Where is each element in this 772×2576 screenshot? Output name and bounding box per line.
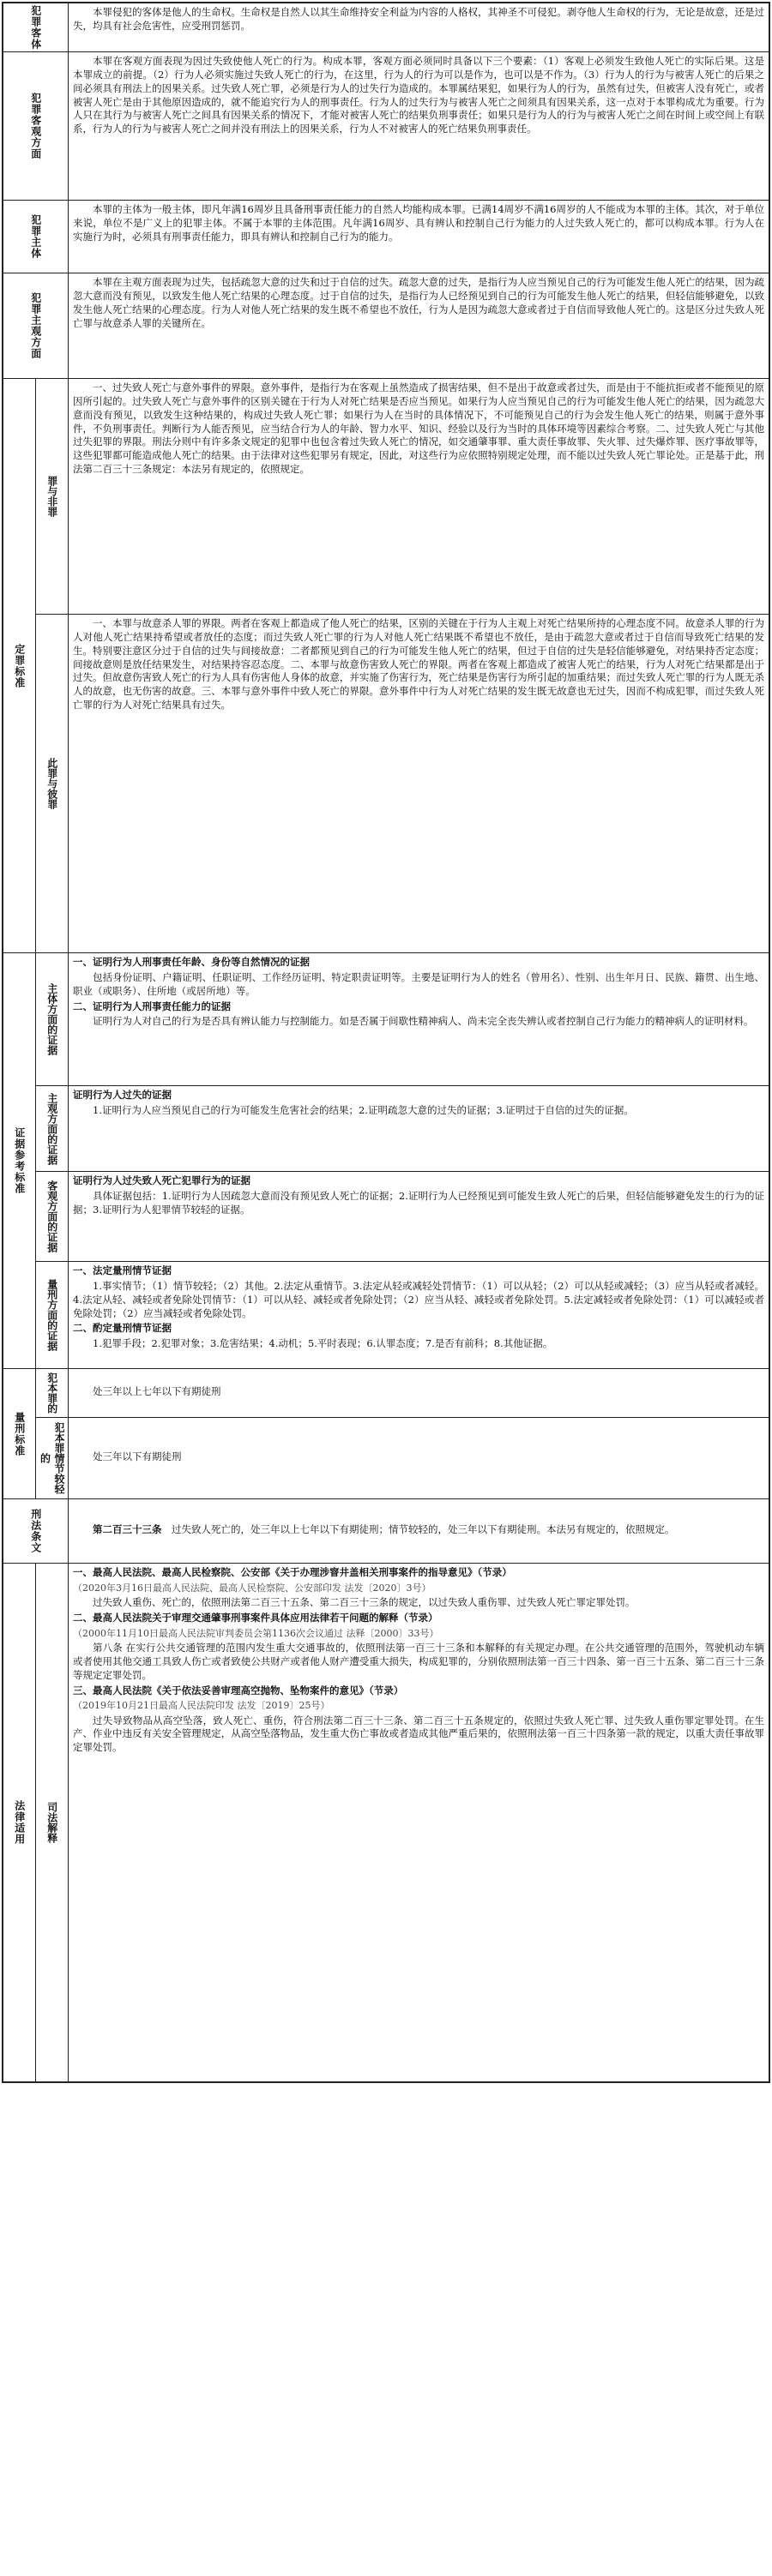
row-evidence-subject — [3, 953, 769, 1086]
row-subject — [3, 201, 769, 273]
sub-text: 一、过失致人死亡与意外事件的界限。意外事件，是指行为在客观上虽然造成了损害结果，但不是出于故意或者过失，而是由于不能抗拒或者不能预见的原因所引起的。过失致人死亡与意外事件的区别关键在于行为人对死亡结果是否应当预见。如果行为人应当预见自己的行为可能发生他人死亡的结果，因为疏忽大意而没有预见，以致发生这种结果的，构成过失致人死亡罪；如果行为人在当时的具体情况下，不可能预见自己的行为会发生他人死亡的结果，则属于意外事件，不负刑事责任。判断行为人能否预见，应当结合行为人的年龄、智力水平、知识、经验以及行为当时的具体环境等因素综合考察。二、过失致人死亡与其他过失犯罪的界限。刑法分则中有许多条文规定的犯罪中也包含着过失致人死亡的情况，如交通肇事罪、重大责任事故罪、失火罪、过失爆炸罪、医疗事故罪等，这些犯罪都可能造成他人死亡的结果。由于法律对这些犯罪另有规定，因此，对这些行为应依照特别规定处理，而不能以过失致人死亡罪论处。正是基于此，刑法第二百三十三条规定：本法另有规定的，依照规定。 — [69, 379, 769, 615]
interpretation-item: 二、最高人民法院关于审理交通肇事刑事案件具体应用法律若干问题的解释（节录） （2000年11月10日最高人民法院审判委员会第1136次会议通过 法释〔2000〕33号） 第八条 在实行公共交通管理的范围内发生重大交通事故的，依照刑法第一百三十三条和本解释的有关规定办理。在公共交通管理的范围外，驾驶机动车辆或者使用其他交通工具致人伤亡或者致使公共财产或者他人财产遭受重大损失，构成犯罪的，分别依照刑法第一百三十四条、第一百三十五条、第二百三十三条等规定定罪处罚。 — [73, 1611, 764, 1681]
row-this-vs-that — [3, 615, 769, 953]
section-text — [69, 1499, 769, 1564]
sentence-label: 量刑标准 — [3, 1369, 36, 1499]
section-text: 本罪在客观方面表现为因过失致使他人死亡的行为。构成本罪，客观方面必须同时具备以下三个要素：（1）客观上必须发生致他人死亡的实际后果。这是本罪成立的前提。（2）行为人必须实施过失致人死亡的行为，在这里，行为人的行为可以是作为，也可以是不作为。（3）行为人的行为与被害人死亡的后果之间必须具有刑法上的因果关系。过失致人死亡罪，必须是行为人的过失行为造成的。本罪属结果犯，如果行为人的行为，虽然有过失，但被害人没有死亡，或者被害人死亡是由于其他原因造成的，就不能追究行为人的刑事责任。行为人的过失行为与被害人死亡之间须具有因果关系，这一点对于本罪构成尤为重要。行为人只在其行为与被害人死亡之间具有因果关系的情况下，才能对被害人死亡的结果负刑事责任；如果只是行为人的行为与被害人死亡之间在时间上或空间上有联系，行为人的行为与被害人死亡之间并没有刑法上的因果关系，行为人不对被害人的死亡结果负刑事责任。 — [69, 52, 769, 201]
row-definition — [3, 3, 769, 52]
sub-text: 证明行为人过失的证据 1.证明行为人应当预见自己的行为可能发生危害社会的结果；2.证明疏忽大意的过失的证据；3.证明过于自信的过失的证据。 — [69, 1086, 769, 1172]
section-label: 刑法条文 — [3, 1499, 69, 1564]
row-judicial-interpretations — [3, 1564, 769, 2082]
article-number: 第二百三十三条 — [93, 1523, 162, 1536]
row-sentence-2 — [3, 1418, 769, 1499]
sub-label: 量刑方面的证据 — [36, 1262, 69, 1369]
row-criminal-law — [3, 1499, 769, 1564]
section-text: 本罪的主体为一般主体，即凡年满16周岁且具备刑事责任能力的自然人均能构成本罪。已满14周岁不满16周岁的人不能成为本罪的主体。其次，对于单位来说，单位不是广义上的犯罪主体。不属于本罪的主体范围。凡年满16周岁、具有辨认和控制自己行为能力的人过失致人死亡的，都可以构成本罪。行为人在实施行为时，必须具有刑事责任能力，即具有辨认和控制自己行为的能力。 — [69, 201, 769, 273]
sub-label: 罪与非罪 — [36, 379, 69, 615]
interpretation-item: 一、最高人民法院、最高人民检察院、公安部《关于办理涉窨井盖相关刑事案件的指导意见》（节录） （2020年3月16日最高人民法院、最高人民检察院、公安部印发 法发〔2020〕3号） 过失致人重伤、死亡的，依照刑法第二百三十五条、第二百三十三条的规定，以过失致人重伤罪、过失致人死亡罪定罪处罚。 — [73, 1566, 636, 1609]
interpretation-list — [69, 1564, 769, 2082]
sub-text: 一、法定量刑情节证据 1.事实情节；（1）情节较轻；（2）其他。2.法定从重情节。3.法定从轻或减轻处罚情节：（1）可以从轻；（2）可以从轻或减轻；（3）应当从轻或者减轻。4.法定从轻、减轻或者免除处罚情节：（1）可以从轻、减轻或者免除处罚；（2）应当从轻、减轻或者免除处罚。5.法定减轻或者免除处罚：（1）可以减轻或者免除处罚；（2）应当减轻或者免除处罚。 二、酌定量刑情节证据 1.犯罪手段；2.犯罪对象；3.危害结果；4.动机；5.平时表现；6.认罪态度；7.是否有前科；8.其他证据。 — [69, 1262, 769, 1369]
section-text: 本罪在主观方面表现为过失，包括疏忽大意的过失和过于自信的过失。疏忽大意的过失，是指行为人应当预见自己的行为可能发生他人死亡的结果，因为疏忽大意而没有预见，以致发生他人死亡结果的心理态度。过于自信的过失，是指行为人已经预见到自己的行为可能发生他人死亡的结果，但轻信能够避免，以致发生他人死亡结果的心理态度。行为人对他人死亡结果的发生既不希望也不放任，行为人是因为疏忽大意或者过于自信而导致他人死亡的。这是区分过失致人死亡罪与故意杀人罪的关键所在。 — [69, 273, 769, 379]
crime-table — [3, 3, 769, 2082]
sub-label: 此罪与彼罪 — [36, 615, 69, 953]
legal-reference-sheet — [2, 2, 770, 2083]
sub-label: 犯本罪的 — [36, 1369, 69, 1418]
evidence-label: 证据参考标准 — [3, 953, 36, 1369]
section-text: 本罪侵犯的客体是他人的生命权。生命权是自然人以其生命维持安全利益为内容的人格权，其神圣不可侵犯。剥夺他人生命权的行为，无论是故意，还是过失，均具有社会危害性，应受刑罚惩罚。 — [69, 3, 769, 52]
section-label: 犯罪主观方面 — [3, 273, 69, 379]
sub-text: 一、证明行为人刑事责任年龄、身份等自然情况的证据 包括身份证明、户籍证明、任职证明、工作经历证明、特定职责证明等。主要是证明行为人的姓名（曾用名）、性别、出生年月日、民族、籍贯、出生地、职业（或职务）、住所地（或居所地）等。 二、证明行为人刑事责任能力的证据 证明行为人对自己的行为是否具有辨认能力与控制能力。如是否属于间歇性精神病人、尚未完全丧失辨认或者控制自己行为能力的精神病人的证明材料。 — [69, 953, 769, 1086]
article-text: 过失致人死亡的，处三年以上七年以下有期徒刑；情节较轻的，处三年以下有期徒刑。本法另有规定的，依照规定。 — [172, 1523, 675, 1536]
row-objective — [3, 52, 769, 201]
row-sentence-1 — [3, 1369, 769, 1418]
row-evidence-subjective — [3, 1086, 769, 1172]
row-evidence-sentencing — [3, 1262, 769, 1369]
sub-text: 一、本罪与故意杀人罪的界限。两者在客观上都造成了他人死亡的结果，区别的关键在于行为人主观上对死亡结果所持的心理态度不同。故意杀人罪的行为人对他人死亡结果持希望或者放任的态度；而过失致人死亡罪的行为人对他人死亡结果既不希望也不放任，是由于疏忽大意或者过于自信而导致死亡结果的发生。特别要注意区分过于自信的过失与间接故意：二者都预见到自己的行为可能发生他人死亡的结果，但过于自信的过失是轻信能够避免，对结果持否定态度；间接故意则是放任结果发生，对结果持容忍态度。二、本罪与故意伤害致人死亡的界限。两者在客观上都造成了被害人死亡的结果，行为人对死亡结果都是出于过失。但故意伤害致人死亡的行为人具有伤害他人身体的故意，并实施了伤害行为，死亡结果是伤害行为所引起的加重结果；而过失致人死亡罪的行为人既无杀人的故意，也无伤害的故意。三、本罪与意外事件中致人死亡的界限。意外事件中行为人对死亡结果的发生既无故意也无过失，因而不构成犯罪，而过失致人死亡罪的行为人对死亡结果具有过失。 — [69, 615, 769, 953]
section-label: 犯罪客观方面 — [3, 52, 69, 201]
interpretation-item: 三、最高人民法院《关于依法妥善审理高空抛物、坠物案件的意见》（节录） （2019年10月21日最高人民法院印发 法发〔2019〕25号） 过失导致物品从高空坠落，致人死亡、重伤，符合刑法第二百三十三条、第二百三十五条规定的，依照过失致人死亡罪、过失致人重伤罪定罪处罚。在生产、作业中违反有关安全管理规定，从高空坠落物品，发生重大伤亡事故或者造成其他严重后果的，依照刑法第一百三十四条第一款的规定，以重大责任事故罪定罪处罚。 — [73, 1684, 764, 1754]
row-crime-vs-noncrime — [3, 379, 769, 615]
sub-label: 客观方面的证据 — [36, 1172, 69, 1262]
sub-text: 处三年以上七年以下有期徒刑 — [69, 1369, 769, 1418]
sub-text: 证明行为人过失致人死亡犯罪行为的证据 具体证据包括：1.证明行为人因疏忽大意而没有预见致人死亡的证据；2.证明行为人已经预见到可能发生致人死亡的后果，但轻信能够避免发生的行为的证据；3.证明行为人犯罪情节较轻的证据。 — [69, 1172, 769, 1262]
sub-label: 司法解释 — [36, 1564, 69, 2082]
sub-label: 主观方面的证据 — [36, 1086, 69, 1172]
row-subjective — [3, 273, 769, 379]
sub-label: 主体方面的证据 — [36, 953, 69, 1086]
section-label: 犯罪客体 — [3, 3, 69, 52]
sub-text: 处三年以下有期徒刑 — [69, 1418, 769, 1499]
standards-label: 定罪标准 — [3, 379, 36, 953]
section-label: 犯罪主体 — [3, 201, 69, 273]
section-label: 法律适用 — [3, 1564, 36, 2082]
row-evidence-objective — [3, 1172, 769, 1262]
sub-label: 犯本罪情节较轻的 — [36, 1418, 69, 1499]
